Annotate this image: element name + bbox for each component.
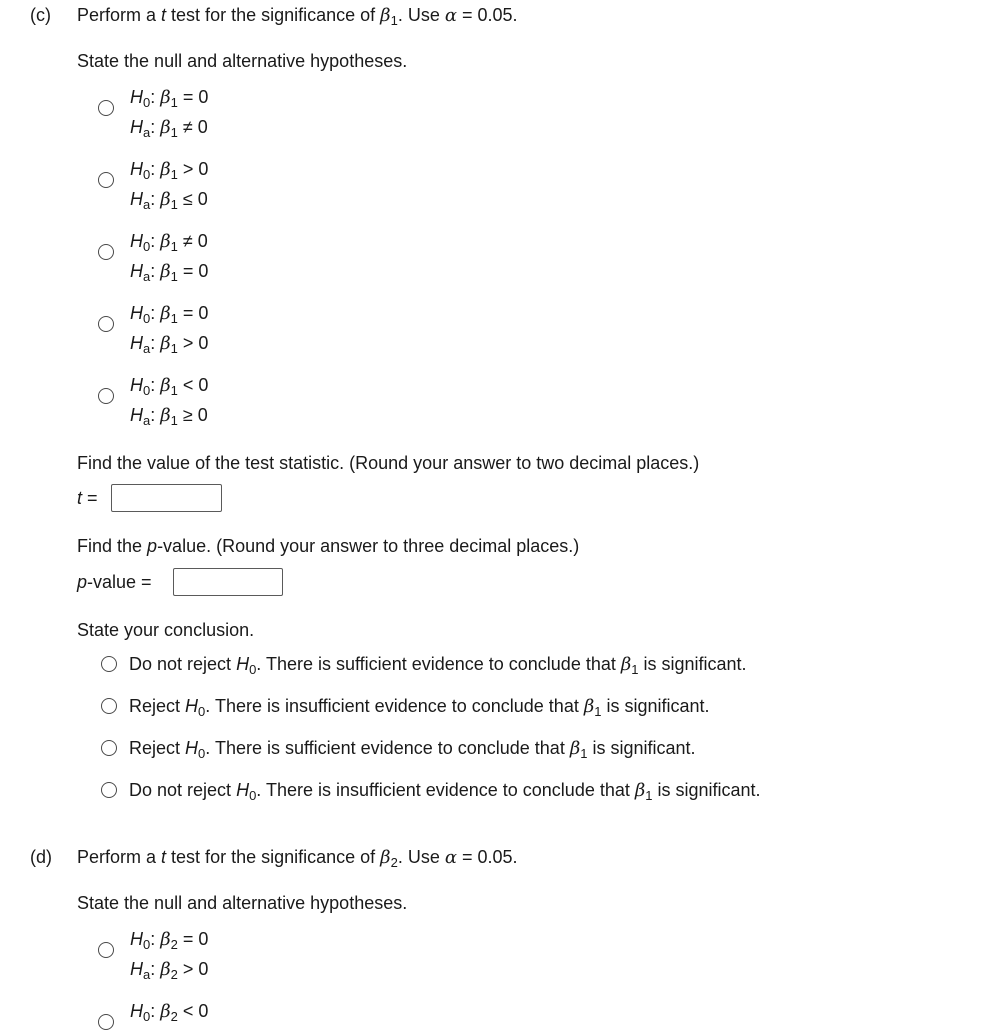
test-statistic-prompt: Find the value of the test statistic. (Round your answer to two decimal places.): [77, 453, 700, 473]
part-c-hypothesis-radio-4[interactable]: [98, 316, 114, 332]
part-c-ha-line-4: $H_a$: $\beta_1 > 0$: [130, 333, 209, 356]
p-value-prompt: Find the p-value. (Round your answer to three decimal places.): [77, 536, 580, 556]
part-d-h0-line-2: $H_0$: $\beta_2 < 0$: [130, 1001, 209, 1024]
part-c-h0-line-3: $H_0$: $\beta_1 \ne 0$: [130, 231, 208, 254]
part-d-hypotheses-prompt: State the null and alternative hypotheses.: [77, 893, 408, 913]
part-c-question: Perform a t test for the significance of $\beta_1$. Use α = 0.05.: [77, 5, 518, 28]
p-value-input[interactable]: [173, 568, 283, 596]
part-c-hypothesis-radio-3[interactable]: [98, 244, 114, 260]
p-value-label: p-value =: [77, 572, 152, 592]
part-c-ha-line-1: $H_a$: $\beta_1 \ne 0$: [130, 117, 208, 140]
part-c-h0-line-5: $H_0$: $\beta_1 < 0$: [130, 375, 209, 398]
conclusion-radio-4[interactable]: [101, 782, 117, 798]
conclusion-prompt: State your conclusion.: [77, 620, 255, 640]
conclusion-text-1: Do not reject $H_0$. There is sufficient evidence to conclude that $\beta_1$ is significant.: [129, 654, 747, 677]
part-d-ha-line-1: $H_a$: $\beta_2 > 0$: [130, 959, 209, 982]
conclusion-text-4: Do not reject $H_0$. There is insufficient evidence to conclude that $\beta_1$ is significant.: [129, 780, 761, 803]
conclusion-radio-3[interactable]: [101, 740, 117, 756]
part-c-hypothesis-radio-2[interactable]: [98, 172, 114, 188]
conclusion-radio-2[interactable]: [101, 698, 117, 714]
part-c-ha-line-3: $H_a$: $\beta_1 = 0$: [130, 261, 209, 284]
t-statistic-input[interactable]: [111, 484, 222, 512]
part-d-hypothesis-radio-2[interactable]: [98, 1014, 114, 1030]
part-c-h0-line-4: $H_0$: $\beta_1 = 0$: [130, 303, 209, 326]
part-c-hypothesis-radio-5[interactable]: [98, 388, 114, 404]
part-c-h0-line-2: $H_0$: $\beta_1 > 0$: [130, 159, 209, 182]
part-d-h0-line-1: $H_0$: $\beta_2 = 0$: [130, 929, 209, 952]
part-c-ha-line-2: $H_a$: $\beta_1 \le 0$: [130, 189, 208, 212]
part-c-hypotheses-prompt: State the null and alternative hypotheses.: [77, 51, 408, 71]
conclusion-radio-1[interactable]: [101, 656, 117, 672]
part-c-ha-line-5: $H_a$: $\beta_1 \ge 0$: [130, 405, 208, 428]
conclusion-text-2: Reject $H_0$. There is insufficient evidence to conclude that $\beta_1$ is significant.: [129, 696, 710, 719]
part-c-hypothesis-radio-1[interactable]: [98, 100, 114, 116]
part-c-letter: (c): [30, 5, 51, 25]
t-label: t =: [77, 488, 98, 508]
part-d-question: Perform a t test for the significance of $\beta_2$. Use α = 0.05.: [77, 847, 518, 870]
part-c-h0-line-1: $H_0$: $\beta_1 = 0$: [130, 87, 209, 110]
conclusion-text-3: Reject $H_0$. There is sufficient evidence to conclude that $\beta_1$ is significant.: [129, 738, 696, 761]
part-d-letter: (d): [30, 847, 52, 867]
part-d-hypothesis-radio-1[interactable]: [98, 942, 114, 958]
